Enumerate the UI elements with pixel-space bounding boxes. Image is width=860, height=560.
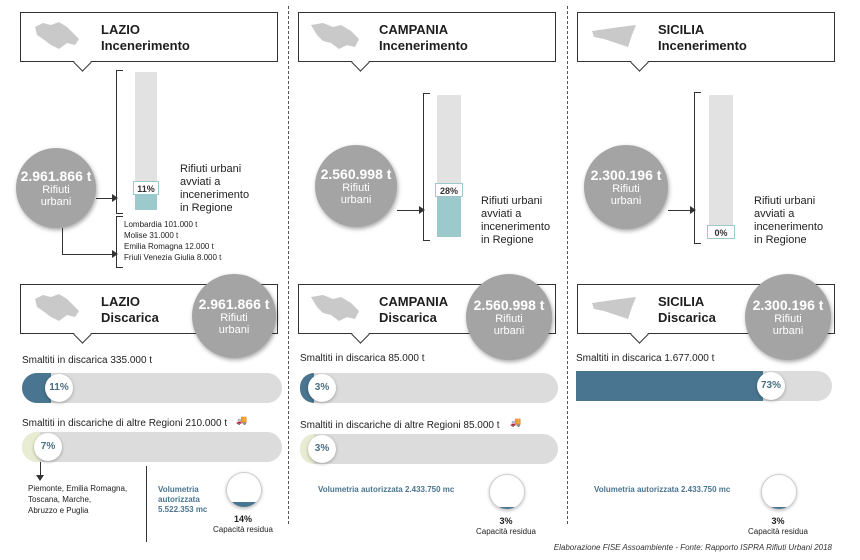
sicilia-incineration-label: Incenerimento: [658, 38, 747, 53]
truck-icon: 🚚: [236, 415, 248, 425]
lazio-total-circle-2: [192, 274, 276, 358]
campania-incineration-title-box: [298, 12, 556, 62]
lazio-residual-fill: [227, 502, 261, 507]
campania-total-circle: [315, 145, 397, 227]
lazio-destination-list: [124, 219, 221, 263]
caption-line: avviati a: [180, 176, 221, 188]
sicilia-total-label-2: urbani: [610, 194, 642, 207]
lazio-map-icon: [29, 19, 89, 55]
lazio-residual-caption: Capacità residua: [212, 525, 274, 534]
sicilia-total-value-2: 2.300.196 t: [752, 296, 824, 313]
volume-line: 5.522.353 mc: [158, 505, 208, 514]
sicilia-incineration-caption: [754, 195, 823, 247]
lazio-landfill-bar: [22, 373, 282, 403]
campania-total-label: Rifiuti: [342, 181, 370, 194]
lazio-bracket: [116, 70, 123, 214]
campania-incineration-tube: [437, 95, 461, 237]
campania-incineration-label: Incenerimento: [379, 38, 468, 53]
arrow-head: [112, 250, 118, 258]
arrow-line: [40, 462, 41, 476]
sicilia-region-name: SICILIA: [658, 22, 705, 37]
sicilia-total-circle: [584, 145, 668, 229]
lazio-region-name: LAZIO: [101, 22, 140, 37]
campania-incineration-caption: [481, 195, 550, 247]
campania-other-pct: 3%: [308, 435, 336, 463]
sicilia-region-name-2: SICILIA: [658, 294, 705, 309]
title-pointer: [73, 53, 91, 71]
sicilia-total-label-4: urbani: [772, 324, 804, 337]
destination-item: Emilia Romagna 12.000 t: [124, 242, 214, 251]
title-pointer: [351, 325, 369, 343]
lazio-incineration-fill: [135, 195, 157, 210]
campania-total-label-2: urbani: [340, 193, 372, 206]
arrow-head: [112, 194, 118, 202]
sicilia-landfill-label: Discarica: [658, 310, 716, 325]
lazio-incineration-label: Incenerimento: [101, 38, 190, 53]
campania-bracket: [423, 93, 430, 241]
sicilia-landfill-label-text: Smaltiti in discarica 1.677.000 t: [576, 353, 715, 364]
campania-landfill-pct: 3%: [308, 374, 336, 402]
volume-line: Volumetria: [158, 485, 199, 494]
lazio-region-name-2: LAZIO: [101, 294, 140, 309]
campania-total-label-4: urbani: [493, 324, 525, 337]
sicilia-total-circle-2: [745, 274, 831, 360]
sicilia-total-label-3: Rifiuti: [774, 312, 802, 325]
title-pointer: [630, 53, 648, 71]
lazio-total-value: 2.961.866 t: [20, 167, 92, 184]
campania-residual-gauge: [489, 474, 525, 510]
sicilia-residual-caption: Capacità residua: [747, 527, 809, 536]
campania-landfill-bar: [300, 373, 558, 403]
campania-other-label-text: Smaltiti in discariche di altre Regioni 85.000 t: [300, 420, 500, 431]
campania-total-label-3: Rifiuti: [495, 312, 523, 325]
sicilia-map-icon: [586, 19, 646, 55]
lazio-destinations-bracket: [116, 216, 123, 268]
lazio-other-pct: 7%: [34, 433, 62, 461]
volume-line: autorizzata: [158, 495, 200, 504]
lazio-volume: [158, 485, 207, 515]
caption-line: avviati a: [754, 208, 795, 220]
campania-other-bar: [300, 434, 558, 464]
caption-line: in Regione: [481, 234, 534, 246]
arrow-line: [397, 210, 421, 211]
lazio-incineration-caption: [180, 163, 249, 215]
destination-item: Molise 31.000 t: [124, 231, 179, 240]
lazio-other-label-text: Smaltiti in discariche di altre Regioni 210.000 t: [22, 418, 228, 429]
sicilia-incineration-pct: 0%: [707, 225, 735, 239]
column-separator: [567, 6, 568, 524]
caption-line: incenerimento: [754, 221, 824, 233]
lazio-other-regions: [28, 483, 127, 516]
lazio-total-label-2: urbani: [40, 195, 72, 208]
caption-line: Rifiuti urbani: [481, 195, 543, 207]
campania-incineration-fill: [437, 197, 461, 237]
lazio-map-icon: [29, 291, 89, 327]
caption-line: incenerimento: [481, 221, 551, 233]
title-pointer: [351, 53, 369, 71]
lazio-total-circle: [16, 148, 96, 228]
sicilia-residual-fill: [762, 507, 796, 509]
campania-region-name: CAMPANIA: [379, 22, 449, 37]
source-footer: Elaborazione FISE Assoambiente - Fonte: Rapporto ISPRA Rifiuti Urbani 2018: [553, 543, 832, 552]
campania-volume: Volumetria autorizzata 2.433.750 mc: [318, 485, 455, 494]
region-line: Abruzzo e Puglia: [28, 506, 89, 515]
title-pointer: [630, 325, 648, 343]
destination-item: Lombardia 101.000 t: [124, 220, 198, 229]
arrow-head: [419, 206, 425, 214]
title-pointer: [73, 325, 91, 343]
lazio-total-value-2: 2.961.866 t: [198, 295, 270, 312]
destination-item: Friuli Venezia Giulia 8.000 t: [124, 253, 222, 262]
sicilia-bracket: [694, 92, 701, 244]
arrow-line: [62, 254, 114, 255]
campania-incineration-pct: 28%: [435, 183, 463, 197]
caption-line: in Regione: [180, 202, 233, 214]
lazio-landfill-pct: 11%: [45, 374, 73, 402]
lazio-total-label: Rifiuti: [42, 183, 70, 196]
campania-landfill-label: Discarica: [379, 310, 437, 325]
campania-landfill-label-text: Smaltiti in discarica 85.000 t: [300, 353, 425, 364]
sicilia-map-icon: [586, 291, 646, 327]
sicilia-landfill-pct: 73%: [757, 372, 785, 400]
lazio-incineration-pct: 11%: [133, 181, 159, 195]
campania-residual-caption: Capacità residua: [475, 527, 537, 536]
sicilia-incineration-tube: [709, 95, 733, 239]
sicilia-residual-pct: 3%: [771, 516, 785, 526]
campania-residual-pct: 3%: [499, 516, 513, 526]
campania-total-value: 2.560.998 t: [320, 165, 392, 182]
region-line: Toscana, Marche,: [28, 495, 92, 504]
region-line: Piemonte, Emilia Romagna,: [28, 484, 128, 493]
sicilia-total-value: 2.300.196 t: [590, 166, 662, 183]
arrow-line: [668, 210, 692, 211]
campania-map-icon: [307, 19, 367, 55]
campania-total-value-2: 2.560.998 t: [473, 296, 545, 313]
caption-line: Rifiuti urbani: [754, 195, 816, 207]
caption-line: incenerimento: [180, 189, 250, 201]
sicilia-volume: Volumetria autorizzata 2.433.750 mc: [594, 485, 731, 494]
campania-region-name-2: CAMPANIA: [379, 294, 449, 309]
arrow-head: [690, 206, 696, 214]
sicilia-total-label: Rifiuti: [612, 182, 640, 195]
campania-map-icon: [307, 291, 367, 327]
lazio-landfill-label: Discarica: [101, 310, 159, 325]
sicilia-residual-gauge: [761, 474, 797, 510]
lazio-incineration-title-box: [20, 12, 278, 62]
lazio-other-bar: [22, 432, 282, 462]
lazio-incineration-tube: [135, 72, 157, 210]
sicilia-landfill-fill: [576, 371, 763, 401]
campania-total-circle-2: [466, 274, 552, 360]
lazio-residual-gauge: [226, 472, 262, 508]
column-separator: [288, 6, 289, 524]
lazio-total-label-3: Rifiuti: [220, 311, 248, 324]
campania-residual-fill: [490, 507, 524, 509]
lazio-landfill-label-text: Smaltiti in discarica 335.000 t: [22, 355, 153, 366]
lazio-total-label-4: urbani: [218, 323, 250, 336]
arrow-head: [36, 475, 44, 481]
divider: [146, 466, 147, 542]
truck-icon: 🚚: [510, 417, 522, 427]
sicilia-incineration-title-box: [577, 12, 835, 62]
caption-line: in Regione: [754, 234, 807, 246]
lazio-residual-pct: 14%: [233, 514, 252, 524]
sicilia-landfill-bar: [576, 371, 832, 401]
arrow-line: [62, 228, 63, 254]
caption-line: Rifiuti urbani: [180, 163, 242, 175]
caption-line: avviati a: [481, 208, 522, 220]
